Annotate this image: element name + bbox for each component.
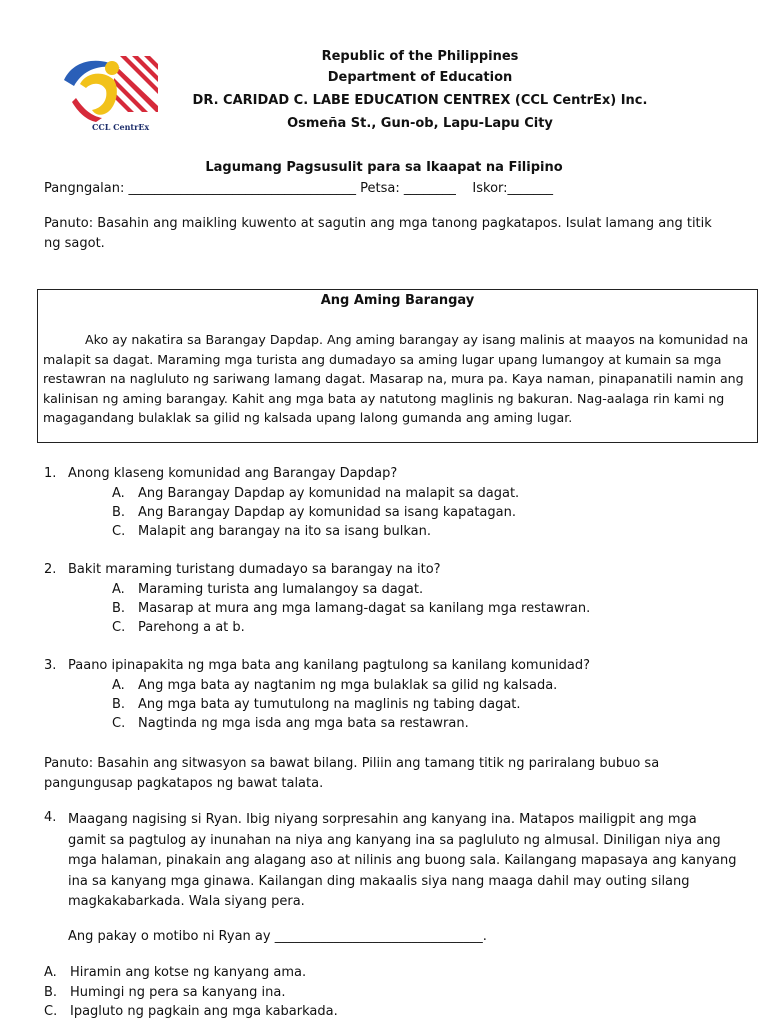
q1-option-a[interactable] bbox=[112, 486, 519, 501]
q4-option-c[interactable] bbox=[44, 1004, 338, 1019]
question-number: 2. bbox=[44, 562, 57, 577]
option-text: Ang mga bata ay tumutulong na maglinis ng tabing dagat. bbox=[138, 697, 521, 712]
option-letter: A. bbox=[112, 678, 125, 693]
score-blank[interactable]: _______ bbox=[507, 181, 554, 196]
option-letter: C. bbox=[44, 1004, 58, 1019]
option-text: Ang Barangay Dapdap ay komunidad na malapit sa dagat. bbox=[138, 486, 520, 501]
score-label: Iskor: bbox=[472, 181, 508, 196]
q4-option-a[interactable] bbox=[44, 965, 306, 980]
question-text: Anong klaseng komunidad ang Barangay Dapdap? bbox=[68, 466, 398, 481]
date-label: Petsa: bbox=[360, 181, 400, 196]
option-text: Malapit ang barangay na ito sa isang bulkan. bbox=[138, 524, 431, 539]
page-title: Lagumang Pagsusulit para sa Ikaapat na Filipino bbox=[205, 160, 563, 175]
question-4-prompt: Ang pakay o motibo ni Ryan ay ________________________________. bbox=[68, 929, 487, 944]
name-field[interactable] bbox=[44, 181, 553, 196]
option-letter: C. bbox=[112, 716, 126, 731]
q2-option-c[interactable] bbox=[112, 620, 245, 635]
question-4-text: Maagang nagising si Ryan. Ibig niyang sorpresahin ang kanyang ina. Matapos mailigpit ang mga gamit sa pagtulog ay inunahan na niya ang kanyang ina sa pagluluto ng almusal. Diniligan niya ang mga halaman, pinakain ang alagang aso at nilinis ang buong sala. Kailangang mapasaya ang kanyang ina sa kanyang mga ginawa. Kailangan ding makaalis siya nang maaga dahil may outing silang magkakabarkada. Wala siyang pera. bbox=[68, 812, 737, 909]
story-text: Ako ay nakatira sa Barangay Dapdap. Ang aming barangay ay isang malinis at maayos na komunidad na malapit sa dagat. Maraming mga turista ang dumadayo sa aming lugar upang lumangoy at kumain sa mga restawran na nagluluto ng sariwang lamang dagat. Masarap na, mura pa. Kaya naman, pinapanatili namin ang kalinisan ng aming barangay. Kahit ang mga bata ay natutong maglinis ng bakuran. Nag-aalaga rin kami ng magagandang bulaklak sa gilid ng kalsada upang lalong gumanda ang aming lugar. bbox=[43, 332, 749, 425]
q1-option-c[interactable] bbox=[112, 524, 431, 539]
option-letter: A. bbox=[112, 582, 125, 597]
q3-option-c[interactable] bbox=[112, 716, 469, 731]
question-text: Paano ipinapakita ng mga bata ang kanilang pagtulong sa kanilang komunidad? bbox=[68, 658, 591, 673]
instructions-part1: Panuto: Basahin ang maikling kuwento at sagutin ang mga tanong pagkatapos. Isulat lamang ang titik ng sagot. bbox=[44, 216, 712, 251]
option-text: Masarap at mura ang mga lamang-dagat sa kanilang mga restawran. bbox=[138, 601, 591, 616]
instructions-part2: Panuto: Basahin ang sitwasyon sa bawat bilang. Piliin ang tamang titik ng pariralang bubuo sa pangungusap pagkatapos ng bawat talata. bbox=[44, 756, 660, 791]
option-text: Nagtinda ng mga isda ang mga bata sa restawran. bbox=[138, 716, 469, 731]
option-letter: B. bbox=[44, 985, 58, 1000]
q2-option-b[interactable] bbox=[112, 601, 590, 616]
q4-option-b[interactable] bbox=[44, 985, 285, 1000]
date-blank[interactable]: ________ bbox=[403, 181, 456, 196]
option-letter: A. bbox=[112, 486, 125, 501]
option-letter: A. bbox=[44, 965, 57, 980]
option-letter: B. bbox=[112, 505, 126, 520]
option-letter: C. bbox=[112, 620, 126, 635]
header-department: Department of Education bbox=[327, 70, 513, 85]
option-letter: B. bbox=[112, 697, 126, 712]
story-box bbox=[37, 289, 758, 443]
option-text: Parehong a at b. bbox=[138, 620, 245, 635]
header-school-name: DR. CARIDAD C. LABE EDUCATION CENTREX (CCL CentrEx) Inc. bbox=[192, 93, 648, 108]
header-address: Osmeña St., Gun-ob, Lapu-Lapu City bbox=[287, 116, 553, 131]
option-text: Ipagluto ng pagkain ang mga kabarkada. bbox=[70, 1004, 338, 1019]
q1-option-b[interactable] bbox=[112, 505, 516, 520]
option-text: Maraming turista ang lumalangoy sa dagat. bbox=[138, 582, 424, 597]
question-text: Bakit maraming turistang dumadayo sa barangay na ito? bbox=[68, 562, 441, 577]
story-text-block bbox=[43, 330, 753, 428]
name-label: Pangngalan: bbox=[44, 181, 125, 196]
option-text: Ang Barangay Dapdap ay komunidad sa isang kapatagan. bbox=[138, 505, 516, 520]
option-text: Humingi ng pera sa kanyang ina. bbox=[70, 985, 286, 1000]
name-blank[interactable]: ___________________________________ bbox=[128, 181, 357, 196]
story-title: Ang Aming Barangay bbox=[320, 293, 475, 308]
option-text: Hiramin ang kotse ng kanyang ama. bbox=[70, 965, 307, 980]
question-number: 3. bbox=[44, 658, 57, 673]
q2-option-a[interactable] bbox=[112, 582, 423, 597]
logo-caption: CCL CentrEx bbox=[92, 122, 150, 132]
header-republic: Republic of the Philippines bbox=[321, 49, 519, 64]
option-letter: B. bbox=[112, 601, 126, 616]
q3-option-a[interactable] bbox=[112, 678, 557, 693]
question-4-number: 4. bbox=[44, 810, 57, 825]
question-number: 1. bbox=[44, 466, 57, 481]
option-text: Ang mga bata ay nagtanim ng mga bulaklak sa gilid ng kalsada. bbox=[138, 678, 558, 693]
option-letter: C. bbox=[112, 524, 126, 539]
q3-option-b[interactable] bbox=[112, 697, 521, 712]
